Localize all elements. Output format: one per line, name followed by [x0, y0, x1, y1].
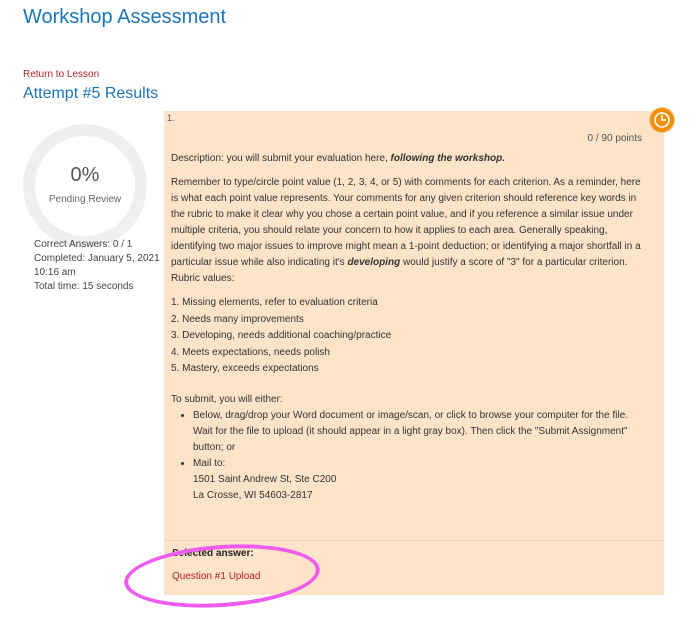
- clock-icon: [650, 108, 674, 132]
- page-title: Workshop Assessment: [23, 6, 227, 28]
- rubric-item: 3. Developing, needs additional coaching/practice: [171, 330, 392, 341]
- instructions-text-end: would justify a score of "3" for a particular criterion. Rubric values:: [171, 257, 628, 284]
- total-time: Total time: 15 seconds: [34, 281, 134, 292]
- submit-options: [171, 408, 649, 504]
- rubric-item: 5. Mastery, exceeds expectations: [171, 363, 319, 374]
- instructions-emphasis: developing: [347, 257, 401, 268]
- rubric-item: 4. Meets expectations, needs polish: [171, 346, 330, 358]
- instructions: [171, 175, 649, 287]
- attempt-title: Attempt #5 Results: [23, 85, 159, 102]
- submit-intro: To submit, you will either:: [171, 393, 283, 405]
- score-percent: 0%: [70, 164, 100, 186]
- attempt-stats: [34, 238, 169, 294]
- instructions-text: Remember to type/circle point value (1, 2, 3, 4, or 5) with comments for each criterion. As a reminder, here is what each point value represents. Your comments for any given criterion should reference key words in the rubric to make it clear why you chose a certain point value, and if you reference a similar issue under multiple criteria, you should relate your concern to how it applies to each area. Generally speaking, identifying two major issues to improve might mean a 1-point deduction; or identifying a major shortfall in a particular issue while also indicating it's: [171, 177, 641, 268]
- description: [171, 151, 649, 167]
- selected-answer-label: Selected answer:: [172, 548, 254, 559]
- submit-option-mail: [193, 456, 649, 504]
- rubric-item: 1. Missing elements, refer to evaluation criteria: [171, 297, 378, 308]
- question-number: 1.: [167, 113, 175, 123]
- question-points: 0 / 90 points: [587, 133, 642, 144]
- rubric-list: [171, 295, 649, 378]
- score-ring: [23, 124, 147, 248]
- rubric-item: 2. Needs many improvements: [171, 313, 304, 325]
- question-panel: [164, 111, 664, 595]
- answer-upload-link[interactable]: Question #1 Upload: [172, 571, 261, 582]
- description-emphasis: following the workshop.: [390, 153, 505, 164]
- submit-option-upload: • Below, drag/drop your Word document or image/scan, or click to browse your computer for the file. Wait for the file to upload (it should appear in a light gray box). Then click the "Submit Assignment" button; or: [193, 408, 649, 456]
- question-content: [171, 151, 649, 504]
- description-text: Description: you will submit your evaluation here,: [171, 153, 391, 164]
- address-line-2: La Crosse, WI 54603-2817: [193, 489, 313, 501]
- return-to-lesson-link[interactable]: Return to Lesson: [23, 69, 100, 80]
- address-line-1: 1501 Saint Andrew St, Ste C200: [193, 473, 337, 485]
- completed-date: Completed: January 5, 2021 10:16 am: [34, 253, 160, 278]
- score-status: Pending Review: [48, 194, 122, 205]
- correct-answers: Correct Answers: 0 / 1: [34, 239, 133, 250]
- panel-divider: [164, 540, 664, 541]
- mail-label: • Mail to:: [193, 457, 226, 469]
